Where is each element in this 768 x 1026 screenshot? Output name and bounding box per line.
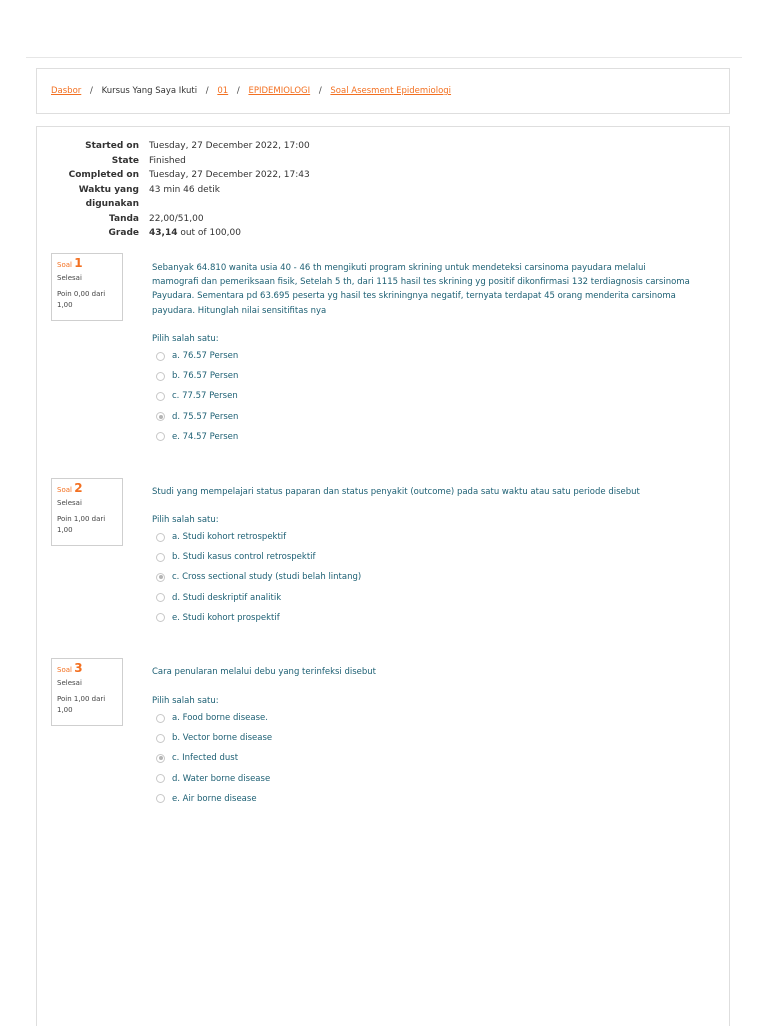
summary-row-started — [37, 139, 310, 154]
summary-label-line: digunakan — [85, 199, 139, 209]
summary-value: Tuesday, 27 December 2022, 17:43 — [149, 170, 310, 180]
answer-option[interactable] — [156, 789, 272, 809]
answer-option[interactable] — [156, 547, 361, 567]
breadcrumb — [51, 86, 451, 96]
summary-label: State — [111, 155, 139, 166]
summary-row-state — [37, 154, 310, 169]
breadcrumb-bar — [36, 68, 730, 114]
question-status: Selesai — [57, 679, 82, 687]
question-points: Poin 1,00 dari — [57, 515, 106, 523]
question-points-max: 1,00 — [57, 301, 73, 309]
radio-button[interactable] — [156, 714, 165, 723]
answer-option[interactable] — [156, 527, 361, 547]
answer-option-label: b. Vector borne disease — [172, 733, 273, 744]
question-points-max: 1,00 — [57, 706, 73, 714]
question-number: Soal 1 — [57, 256, 83, 270]
radio-button[interactable] — [156, 533, 165, 542]
answer-option-label: a. 76.57 Persen — [172, 351, 239, 362]
question-text-3: Cara penularan melalui debu yang terinfeksi disebut — [152, 667, 377, 677]
answer-prompt-3: Pilih salah satu: — [152, 696, 219, 706]
answer-option[interactable] — [156, 769, 272, 789]
breadcrumb-separator: / — [318, 86, 322, 96]
radio-button[interactable] — [156, 352, 165, 361]
answer-option[interactable] — [156, 366, 238, 386]
answer-option[interactable] — [156, 608, 361, 628]
answer-option-label: c. Infected dust — [172, 753, 239, 764]
question-number: Soal 3 — [57, 661, 83, 675]
answer-option-label: d. Studi deskriptif analitik — [172, 592, 282, 603]
answer-option-label: e. Air borne disease — [172, 793, 257, 804]
breadcrumb-link-quiz[interactable]: Soal Asesment Epidemiologi — [330, 86, 452, 96]
answer-prompt-1: Pilih salah satu: — [152, 334, 219, 344]
answer-option-selected[interactable] — [156, 567, 361, 587]
answer-option[interactable] — [156, 708, 272, 728]
summary-label: Tanda — [109, 213, 139, 224]
breadcrumb-item-kursus: Kursus Yang Saya Ikuti — [101, 86, 198, 96]
question-info-3 — [51, 658, 123, 726]
radio-button-checked[interactable] — [156, 412, 165, 421]
answer-prompt-2: Pilih salah satu: — [152, 515, 219, 525]
answer-option-label: e. 74.57 Persen — [172, 431, 239, 442]
grade-score: 43,14 — [149, 228, 178, 238]
answer-option[interactable] — [156, 427, 238, 447]
question-points: Poin 1,00 dari — [57, 695, 106, 703]
summary-value: Tuesday, 27 December 2022, 17:00 — [149, 141, 310, 151]
breadcrumb-link-section[interactable]: EPIDEMIOLOGI — [248, 86, 311, 96]
question-text-1: Sebanyak 64.810 wanita usia 40 - 46 th mengikuti program skrining untuk mendeteksi carsinoma payudara melalui mamografi dan pemeriksaan fisik, Setelah 5 th, dari 1115 hasil tes skrining yg positif dikonfirmasi 132 terdiagnosis carsinoma Payudara. Sementara pd 63.695 peserta yg hasil tes skriningnya negatif, ternyata terdapat 45 orang menderita carsinoma payudara. Hitunglah nilai sensitifitas nya — [152, 263, 690, 316]
question-info-2 — [51, 478, 123, 546]
radio-button-checked[interactable] — [156, 754, 165, 763]
summary-value: 43 min 46 detik — [149, 184, 220, 195]
answer-options-2 — [156, 527, 361, 628]
summary-row-time — [37, 183, 310, 212]
radio-button[interactable] — [156, 613, 165, 622]
radio-button[interactable] — [156, 593, 165, 602]
radio-button-checked[interactable] — [156, 573, 165, 582]
summary-label: Started on — [85, 141, 139, 151]
answer-option[interactable] — [156, 728, 272, 748]
summary-value: 22,00/51,00 — [149, 213, 204, 224]
breadcrumb-separator: / — [205, 86, 209, 96]
answer-option-label: d. 75.57 Persen — [172, 411, 239, 422]
radio-button[interactable] — [156, 372, 165, 381]
radio-button[interactable] — [156, 392, 165, 401]
top-divider — [26, 57, 742, 58]
summary-label-line: Waktu yang — [78, 184, 139, 195]
summary-label: Grade — [108, 228, 139, 238]
answer-options-3 — [156, 708, 272, 809]
answer-option-label: a. Food borne disease. — [172, 713, 268, 724]
question-status: Selesai — [57, 274, 82, 282]
summary-label — [37, 183, 149, 212]
summary-row-completed — [37, 168, 310, 183]
answer-option-label: c. 77.57 Persen — [172, 391, 238, 402]
radio-button[interactable] — [156, 734, 165, 743]
answer-option[interactable] — [156, 386, 238, 406]
radio-button[interactable] — [156, 553, 165, 562]
answer-option-label: b. Studi kasus control retrospektif — [172, 552, 316, 563]
question-info-1 — [51, 253, 123, 321]
breadcrumb-separator: / — [89, 86, 93, 96]
summary-row-marks — [37, 212, 310, 227]
question-points-max: 1,00 — [57, 526, 73, 534]
breadcrumb-link-course[interactable]: 01 — [217, 86, 229, 96]
radio-button[interactable] — [156, 432, 165, 441]
breadcrumb-separator: / — [236, 86, 240, 96]
answer-option[interactable] — [156, 588, 361, 608]
grade-out-of: out of 100,00 — [177, 228, 241, 238]
breadcrumb-link-dasbor[interactable]: Dasbor — [51, 86, 82, 96]
summary-row-grade — [37, 226, 310, 241]
answer-option-label: b. 76.57 Persen — [172, 371, 239, 382]
summary-value: Finished — [149, 155, 186, 166]
attempt-summary — [37, 139, 310, 241]
radio-button[interactable] — [156, 774, 165, 783]
answer-options-1 — [156, 346, 238, 447]
answer-option-label: c. Cross sectional study (studi belah lintang) — [172, 572, 362, 583]
answer-option-label: a. Studi kohort retrospektif — [172, 532, 287, 543]
question-points: Poin 0,00 dari — [57, 290, 106, 298]
question-status: Selesai — [57, 499, 82, 507]
summary-label: Completed on — [68, 170, 139, 180]
question-number: Soal 2 — [57, 481, 83, 495]
answer-option[interactable] — [156, 346, 238, 366]
question-text-2: Studi yang mempelajari status paparan dan status penyakit (outcome) pada satu waktu atau satu periode disebut — [152, 487, 640, 497]
answer-option-selected[interactable] — [156, 748, 272, 768]
summary-value — [149, 226, 241, 241]
quiz-review-panel — [36, 126, 730, 1026]
answer-option-label: d. Water borne disease — [172, 773, 271, 784]
answer-option-selected[interactable] — [156, 407, 238, 427]
radio-button[interactable] — [156, 794, 165, 803]
answer-option-label: e. Studi kohort prospektif — [172, 612, 280, 623]
